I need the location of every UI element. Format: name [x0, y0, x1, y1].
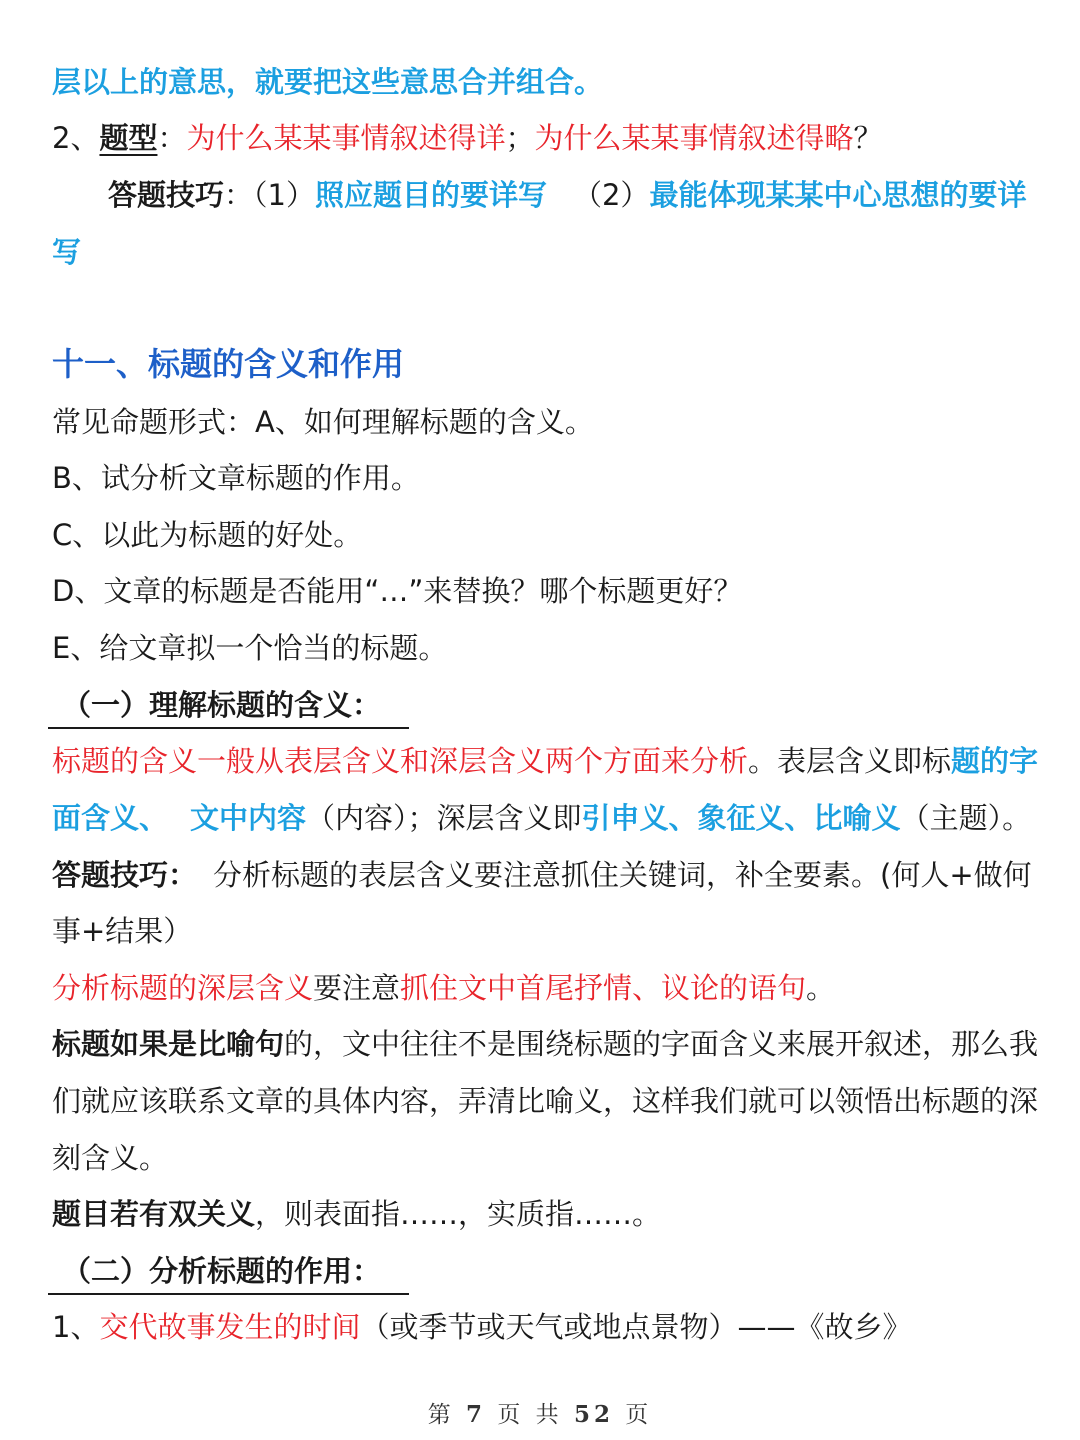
text-line: D、文章的标题是否能用“…”来替换？哪个标题更好？	[52, 574, 743, 608]
punctuation: ：	[157, 121, 187, 155]
text-line	[52, 968, 1030, 1008]
subsection-title: （二）分析标题的作用：	[48, 1251, 409, 1295]
item-number: （2）	[572, 178, 650, 212]
text-line	[52, 1024, 1039, 1064]
text-line	[52, 798, 1030, 838]
highlight-red: 为什么某某事情叙述得略	[534, 121, 854, 155]
text-line: E、给文章拟一个恰当的标题。	[52, 631, 448, 665]
footer-text: 第	[427, 1402, 455, 1428]
text-span: 分析标题的表层含义要注意抓住关键词，补全要素。(何人+做何	[213, 858, 1032, 892]
text-line	[52, 741, 1039, 781]
highlight-blue: 题的字	[951, 744, 1039, 778]
subsection-title: （一）理解标题的含义：	[48, 685, 409, 729]
footer-text: 页 共	[497, 1402, 563, 1428]
item-number: ：（1）	[224, 178, 315, 212]
text-line	[52, 1307, 1030, 1347]
subsection-heading	[52, 685, 1030, 729]
punctuation: 。	[806, 971, 836, 1005]
total-pages: 52	[573, 1401, 614, 1428]
text-line: 刻含义。	[52, 1141, 169, 1175]
highlight-red: 交代故事发生的时间	[99, 1310, 361, 1344]
technique-line	[108, 175, 1030, 215]
highlight-blue: 最能体现某某中心思想的要详	[649, 178, 1027, 212]
punctuation: ？	[853, 121, 883, 155]
text-span: ，则表面指……，实质指……。	[255, 1197, 662, 1231]
text-line: 层以上的意思，就要把这些意思合并组合。	[52, 65, 604, 99]
text-line	[52, 1194, 1030, 1234]
text-span: （主题）。	[900, 801, 1032, 835]
question-type-line	[52, 118, 1030, 158]
label-question-type: 题型	[99, 121, 158, 155]
punctuation: ；	[505, 121, 535, 155]
text-line: 事+结果）	[52, 914, 193, 948]
highlight-red: 分析标题的深层含义	[52, 971, 314, 1005]
highlight-red: 抓住文中首尾抒情、议论的语句	[400, 971, 807, 1005]
bold-phrase: 题目若有双关义	[52, 1197, 256, 1231]
section-heading: 十一、标题的含义和作用	[52, 345, 405, 383]
text-span: 要注意	[313, 971, 401, 1005]
page-footer	[0, 1396, 1080, 1429]
text-span: 。表层含义即标	[748, 744, 952, 778]
text-line: 们就应该联系文章的具体内容，弄清比喻义，这样我们就可以领悟出标题的深	[52, 1084, 1039, 1118]
highlight-blue: 文中内容	[190, 801, 307, 835]
highlight-red: 为什么某某事情叙述得详	[186, 121, 506, 155]
footer-text: 页	[625, 1402, 653, 1428]
label-technique: 答题技巧	[108, 178, 225, 212]
highlight-red: 标题的含义一般从表层含义和深层含义两个方面来分析	[52, 744, 749, 778]
text-span: （内容）；深层含义即	[306, 801, 582, 835]
text-line: 写	[52, 235, 82, 269]
text-line: C、以此为标题的好处。	[52, 518, 363, 552]
highlight-blue: 面含义、	[52, 801, 169, 835]
highlight-blue: 引申义、象征义、比喻义	[581, 801, 901, 835]
bold-phrase: 标题如果是比喻句	[52, 1027, 285, 1061]
text-line: 常见命题形式：A、如何理解标题的含义。	[52, 405, 594, 439]
subsection-heading	[52, 1251, 1030, 1295]
item-number: 1、	[52, 1310, 100, 1344]
text-line	[52, 855, 1030, 895]
label-technique: 答题技巧：	[52, 858, 198, 892]
item-number: 2、	[52, 121, 100, 155]
text-span: 的，文中往往不是围绕标题的字面含义来展开叙述，那么我	[284, 1027, 1039, 1061]
text-line: B、试分析文章标题的作用。	[52, 461, 420, 495]
text-span: （或季节或天气或地点景物）——《故乡》	[360, 1310, 912, 1344]
highlight-blue: 照应题目的要详写	[314, 178, 547, 212]
page-number: 7	[466, 1401, 487, 1428]
